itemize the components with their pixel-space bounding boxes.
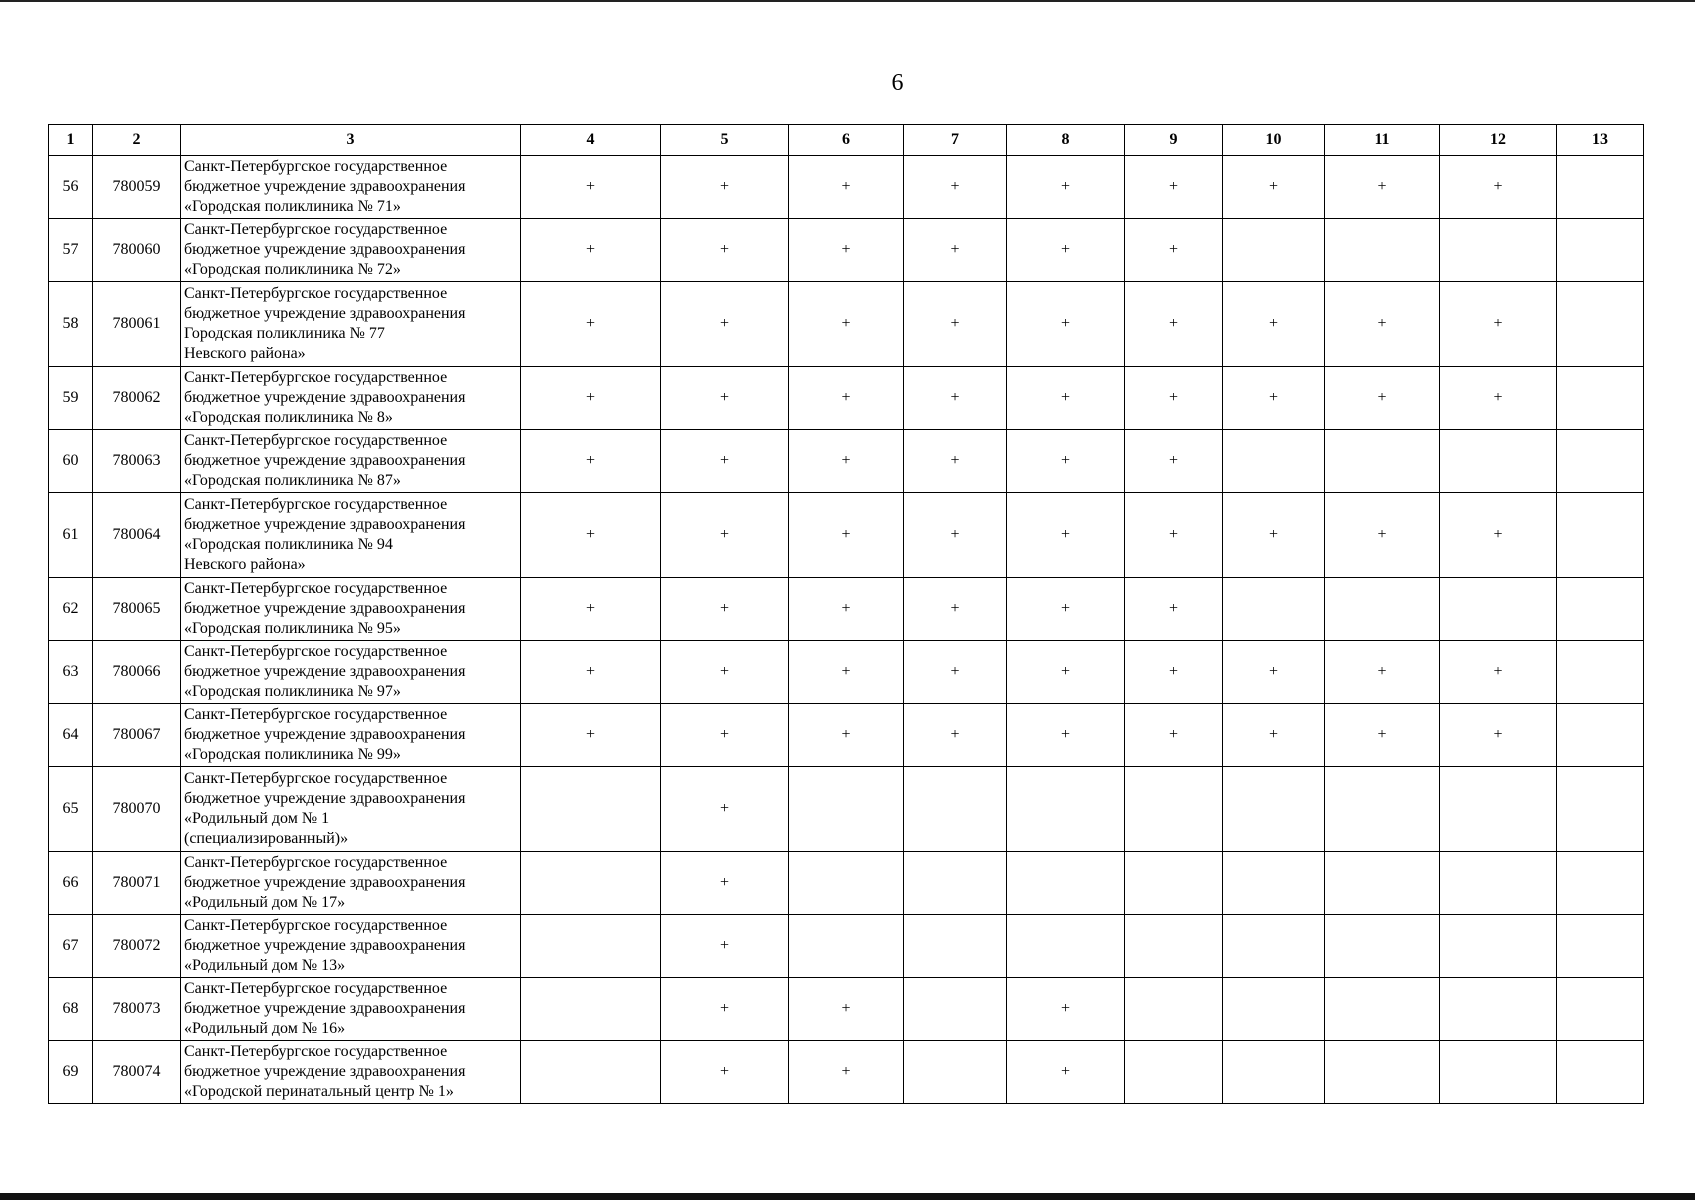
mark-cell: + bbox=[789, 430, 904, 493]
row-number: 65 bbox=[49, 767, 93, 852]
mark-cell: + bbox=[1125, 704, 1223, 767]
column-header: 13 bbox=[1557, 125, 1644, 156]
registry-code: 780072 bbox=[93, 915, 181, 978]
mark-cell: + bbox=[1007, 367, 1125, 430]
mark-cell: + bbox=[1440, 641, 1557, 704]
mark-cell: + bbox=[789, 641, 904, 704]
mark-cell: + bbox=[1325, 641, 1440, 704]
table-row bbox=[49, 978, 1644, 1041]
mark-cell bbox=[1325, 767, 1440, 852]
organization-name-line: бюджетное учреждение здравоохранения bbox=[184, 726, 466, 743]
mark-cell: + bbox=[1007, 578, 1125, 641]
mark-cell: + bbox=[521, 493, 661, 578]
mark-cell: + bbox=[904, 578, 1007, 641]
organization-name-line: Санкт-Петербургское государственное bbox=[184, 917, 448, 934]
organization-name-line: Санкт-Петербургское государственное bbox=[184, 221, 448, 238]
mark-cell: + bbox=[789, 578, 904, 641]
table-row bbox=[49, 156, 1644, 219]
mark-cell bbox=[904, 978, 1007, 1041]
mark-cell bbox=[521, 915, 661, 978]
mark-cell bbox=[789, 767, 904, 852]
mark-cell: + bbox=[789, 219, 904, 282]
organization-name-line: «Городская поликлиника № 72» bbox=[184, 261, 401, 278]
mark-cell: + bbox=[1440, 704, 1557, 767]
mark-cell bbox=[1125, 978, 1223, 1041]
mark-cell: + bbox=[661, 493, 789, 578]
organization-name-line: бюджетное учреждение здравоохранения bbox=[184, 937, 466, 954]
organization-name bbox=[181, 282, 521, 367]
organization-name-line: Санкт-Петербургское государственное bbox=[184, 496, 448, 513]
organization-name-line: Санкт-Петербургское государственное bbox=[184, 643, 448, 660]
organization-name-line: бюджетное учреждение здравоохранения bbox=[184, 305, 466, 322]
row-number: 62 bbox=[49, 578, 93, 641]
mark-cell: + bbox=[661, 915, 789, 978]
organization-name bbox=[181, 493, 521, 578]
organization-name-line: бюджетное учреждение здравоохранения bbox=[184, 389, 466, 406]
mark-cell bbox=[1440, 1041, 1557, 1104]
mark-cell: + bbox=[789, 282, 904, 367]
mark-cell: + bbox=[1223, 367, 1325, 430]
mark-cell: + bbox=[661, 430, 789, 493]
table-row bbox=[49, 641, 1644, 704]
mark-cell: + bbox=[1007, 219, 1125, 282]
mark-cell: + bbox=[1440, 282, 1557, 367]
registry-code: 780060 bbox=[93, 219, 181, 282]
table-row bbox=[49, 282, 1644, 367]
mark-cell: + bbox=[904, 704, 1007, 767]
mark-cell: + bbox=[661, 578, 789, 641]
registry-code: 780063 bbox=[93, 430, 181, 493]
mark-cell: + bbox=[789, 493, 904, 578]
organization-name bbox=[181, 1041, 521, 1104]
organization-name-line: бюджетное учреждение здравоохранения bbox=[184, 516, 466, 533]
column-header: 9 bbox=[1125, 125, 1223, 156]
mark-cell bbox=[1557, 704, 1644, 767]
row-number: 59 bbox=[49, 367, 93, 430]
mark-cell bbox=[1557, 156, 1644, 219]
organization-name-line: бюджетное учреждение здравоохранения bbox=[184, 874, 466, 891]
mark-cell bbox=[1440, 852, 1557, 915]
mark-cell bbox=[1440, 915, 1557, 978]
table-row bbox=[49, 704, 1644, 767]
mark-cell: + bbox=[1325, 282, 1440, 367]
table-row bbox=[49, 767, 1644, 852]
mark-cell bbox=[1440, 430, 1557, 493]
mark-cell: + bbox=[521, 578, 661, 641]
mark-cell: + bbox=[1325, 493, 1440, 578]
registry-code: 780067 bbox=[93, 704, 181, 767]
mark-cell: + bbox=[521, 704, 661, 767]
organization-name bbox=[181, 767, 521, 852]
mark-cell bbox=[1223, 578, 1325, 641]
organization-name-line: Санкт-Петербургское государственное bbox=[184, 770, 448, 787]
mark-cell: + bbox=[1440, 493, 1557, 578]
mark-cell: + bbox=[521, 430, 661, 493]
mark-cell bbox=[521, 1041, 661, 1104]
mark-cell: + bbox=[904, 367, 1007, 430]
row-number: 56 bbox=[49, 156, 93, 219]
organization-name-line: «Родильный дом № 13» bbox=[184, 957, 346, 974]
organization-name-line: Санкт-Петербургское государственное bbox=[184, 1043, 448, 1060]
mark-cell bbox=[1007, 915, 1125, 978]
organization-name bbox=[181, 219, 521, 282]
mark-cell: + bbox=[789, 704, 904, 767]
row-number: 61 bbox=[49, 493, 93, 578]
mark-cell bbox=[1223, 767, 1325, 852]
page-number: 6 bbox=[891, 70, 904, 96]
registry-code: 780066 bbox=[93, 641, 181, 704]
mark-cell bbox=[521, 978, 661, 1041]
organization-name-line: «Городская поликлиника № 99» bbox=[184, 746, 401, 763]
mark-cell: + bbox=[1125, 641, 1223, 704]
mark-cell bbox=[1557, 219, 1644, 282]
registry-code: 780074 bbox=[93, 1041, 181, 1104]
column-header: 7 bbox=[904, 125, 1007, 156]
mark-cell bbox=[1557, 367, 1644, 430]
mark-cell: + bbox=[661, 852, 789, 915]
mark-cell: + bbox=[789, 156, 904, 219]
column-header: 2 bbox=[93, 125, 181, 156]
organization-name-line: бюджетное учреждение здравоохранения bbox=[184, 178, 466, 195]
mark-cell: + bbox=[789, 367, 904, 430]
registry-code: 780061 bbox=[93, 282, 181, 367]
organization-name-line: Санкт-Петербургское государственное bbox=[184, 706, 448, 723]
mark-cell bbox=[1223, 852, 1325, 915]
organization-name-line: Санкт-Петербургское государственное bbox=[184, 580, 448, 597]
mark-cell bbox=[1325, 915, 1440, 978]
mark-cell: + bbox=[521, 641, 661, 704]
mark-cell bbox=[1223, 1041, 1325, 1104]
mark-cell: + bbox=[1007, 1041, 1125, 1104]
organization-name bbox=[181, 915, 521, 978]
mark-cell: + bbox=[661, 156, 789, 219]
mark-cell: + bbox=[1125, 282, 1223, 367]
column-header: 6 bbox=[789, 125, 904, 156]
registry-code: 780065 bbox=[93, 578, 181, 641]
mark-cell: + bbox=[661, 367, 789, 430]
mark-cell: + bbox=[904, 156, 1007, 219]
row-number: 64 bbox=[49, 704, 93, 767]
mark-cell: + bbox=[661, 282, 789, 367]
mark-cell: + bbox=[1125, 493, 1223, 578]
organization-name-line: Санкт-Петербургское государственное bbox=[184, 980, 448, 997]
mark-cell: + bbox=[1007, 493, 1125, 578]
mark-cell bbox=[1223, 219, 1325, 282]
column-header: 10 bbox=[1223, 125, 1325, 156]
mark-cell bbox=[1440, 767, 1557, 852]
table-row bbox=[49, 1041, 1644, 1104]
table-row bbox=[49, 493, 1644, 578]
mark-cell bbox=[1557, 578, 1644, 641]
mark-cell: + bbox=[904, 430, 1007, 493]
mark-cell: + bbox=[1440, 156, 1557, 219]
mark-cell bbox=[1557, 641, 1644, 704]
mark-cell: + bbox=[789, 1041, 904, 1104]
organization-name-line: бюджетное учреждение здравоохранения bbox=[184, 452, 466, 469]
row-number: 63 bbox=[49, 641, 93, 704]
table-row bbox=[49, 915, 1644, 978]
mark-cell: + bbox=[661, 767, 789, 852]
mark-cell bbox=[1223, 430, 1325, 493]
organization-name bbox=[181, 430, 521, 493]
mark-cell: + bbox=[1007, 282, 1125, 367]
table-header-row bbox=[49, 125, 1644, 156]
column-header: 3 bbox=[181, 125, 521, 156]
mark-cell: + bbox=[661, 704, 789, 767]
organization-name-line: «Городская поликлиника № 95» bbox=[184, 620, 401, 637]
organization-name-line: бюджетное учреждение здравоохранения bbox=[184, 241, 466, 258]
organization-name-line: (специализированный)» bbox=[184, 830, 349, 847]
mark-cell bbox=[789, 915, 904, 978]
scan-top-edge bbox=[0, 0, 1695, 2]
mark-cell bbox=[1440, 978, 1557, 1041]
mark-cell bbox=[1557, 430, 1644, 493]
organization-name-line: Городская поликлиника № 77 bbox=[184, 325, 385, 342]
mark-cell: + bbox=[661, 1041, 789, 1104]
registry-code: 780062 bbox=[93, 367, 181, 430]
mark-cell bbox=[1325, 852, 1440, 915]
row-number: 58 bbox=[49, 282, 93, 367]
mark-cell bbox=[1325, 978, 1440, 1041]
mark-cell: + bbox=[1223, 641, 1325, 704]
mark-cell bbox=[904, 852, 1007, 915]
table-row bbox=[49, 430, 1644, 493]
mark-cell bbox=[1007, 767, 1125, 852]
organization-name-line: «Родильный дом № 17» bbox=[184, 894, 346, 911]
mark-cell: + bbox=[1223, 704, 1325, 767]
mark-cell: + bbox=[1125, 367, 1223, 430]
organization-name-line: бюджетное учреждение здравоохранения bbox=[184, 1000, 466, 1017]
column-header: 4 bbox=[521, 125, 661, 156]
column-header: 12 bbox=[1440, 125, 1557, 156]
organization-name-line: «Городской перинатальный центр № 1» bbox=[184, 1083, 454, 1100]
organization-name-line: Санкт-Петербургское государственное bbox=[184, 854, 448, 871]
mark-cell: + bbox=[521, 367, 661, 430]
organization-name-line: «Городская поликлиника № 8» bbox=[184, 409, 393, 426]
column-header: 1 bbox=[49, 125, 93, 156]
registry-code: 780059 bbox=[93, 156, 181, 219]
organization-name-line: «Городская поликлиника № 94 bbox=[184, 536, 393, 553]
row-number: 68 bbox=[49, 978, 93, 1041]
organization-name bbox=[181, 978, 521, 1041]
mark-cell: + bbox=[661, 641, 789, 704]
table-row bbox=[49, 367, 1644, 430]
organization-name-line: бюджетное учреждение здравоохранения bbox=[184, 600, 466, 617]
mark-cell bbox=[1557, 915, 1644, 978]
registry-code: 780064 bbox=[93, 493, 181, 578]
organizations-table bbox=[48, 124, 1644, 1104]
mark-cell bbox=[789, 852, 904, 915]
mark-cell: + bbox=[1440, 367, 1557, 430]
organization-name bbox=[181, 156, 521, 219]
organization-name-line: «Родильный дом № 16» bbox=[184, 1020, 346, 1037]
mark-cell: + bbox=[1223, 156, 1325, 219]
mark-cell: + bbox=[904, 641, 1007, 704]
mark-cell: + bbox=[1007, 641, 1125, 704]
mark-cell: + bbox=[1125, 430, 1223, 493]
organization-name-line: Невского района» bbox=[184, 345, 306, 362]
mark-cell bbox=[1125, 767, 1223, 852]
mark-cell: + bbox=[1125, 219, 1223, 282]
column-header: 5 bbox=[661, 125, 789, 156]
table-row bbox=[49, 852, 1644, 915]
organization-name-line: Санкт-Петербургское государственное bbox=[184, 285, 448, 302]
table-row bbox=[49, 219, 1644, 282]
mark-cell: + bbox=[1223, 282, 1325, 367]
organization-name-line: Санкт-Петербургское государственное bbox=[184, 158, 448, 175]
mark-cell: + bbox=[1125, 578, 1223, 641]
mark-cell: + bbox=[521, 282, 661, 367]
mark-cell: + bbox=[904, 219, 1007, 282]
mark-cell bbox=[904, 1041, 1007, 1104]
row-number: 66 bbox=[49, 852, 93, 915]
mark-cell: + bbox=[1007, 156, 1125, 219]
mark-cell bbox=[1125, 852, 1223, 915]
organization-name-line: «Родильный дом № 1 bbox=[184, 810, 330, 827]
mark-cell: + bbox=[521, 219, 661, 282]
organization-name-line: бюджетное учреждение здравоохранения bbox=[184, 663, 466, 680]
mark-cell: + bbox=[904, 493, 1007, 578]
mark-cell: + bbox=[789, 978, 904, 1041]
mark-cell bbox=[1557, 767, 1644, 852]
mark-cell bbox=[1125, 1041, 1223, 1104]
mark-cell: + bbox=[1007, 978, 1125, 1041]
mark-cell bbox=[1125, 915, 1223, 978]
mark-cell bbox=[1325, 430, 1440, 493]
mark-cell bbox=[904, 915, 1007, 978]
mark-cell bbox=[1325, 219, 1440, 282]
organization-name bbox=[181, 641, 521, 704]
organization-name-line: «Городская поликлиника № 87» bbox=[184, 472, 401, 489]
mark-cell bbox=[1223, 915, 1325, 978]
mark-cell bbox=[904, 767, 1007, 852]
column-header: 11 bbox=[1325, 125, 1440, 156]
organization-name bbox=[181, 367, 521, 430]
mark-cell: + bbox=[1223, 493, 1325, 578]
row-number: 67 bbox=[49, 915, 93, 978]
registry-code: 780073 bbox=[93, 978, 181, 1041]
registry-code: 780070 bbox=[93, 767, 181, 852]
mark-cell bbox=[521, 852, 661, 915]
organization-name-line: бюджетное учреждение здравоохранения bbox=[184, 1063, 466, 1080]
organization-name-line: бюджетное учреждение здравоохранения bbox=[184, 790, 466, 807]
mark-cell: + bbox=[661, 219, 789, 282]
mark-cell bbox=[1325, 578, 1440, 641]
mark-cell: + bbox=[1007, 704, 1125, 767]
mark-cell bbox=[1440, 578, 1557, 641]
organization-name bbox=[181, 704, 521, 767]
organization-name-line: Санкт-Петербургское государственное bbox=[184, 432, 448, 449]
mark-cell: + bbox=[661, 978, 789, 1041]
mark-cell: + bbox=[521, 156, 661, 219]
organization-name-line: Невского района» bbox=[184, 556, 306, 573]
organization-name-line: «Городская поликлиника № 97» bbox=[184, 683, 401, 700]
organization-name bbox=[181, 578, 521, 641]
mark-cell bbox=[1325, 1041, 1440, 1104]
organization-name-line: «Городская поликлиника № 71» bbox=[184, 198, 401, 215]
row-number: 69 bbox=[49, 1041, 93, 1104]
table-body bbox=[49, 125, 1644, 1104]
table-row bbox=[49, 578, 1644, 641]
mark-cell: + bbox=[1125, 156, 1223, 219]
mark-cell bbox=[1557, 493, 1644, 578]
mark-cell bbox=[1557, 852, 1644, 915]
mark-cell: + bbox=[1325, 704, 1440, 767]
mark-cell bbox=[1557, 978, 1644, 1041]
mark-cell: + bbox=[1325, 367, 1440, 430]
mark-cell bbox=[1557, 1041, 1644, 1104]
scan-bottom-edge bbox=[0, 1193, 1695, 1200]
mark-cell: + bbox=[1007, 430, 1125, 493]
organization-name-line: Санкт-Петербургское государственное bbox=[184, 369, 448, 386]
mark-cell: + bbox=[904, 282, 1007, 367]
column-header: 8 bbox=[1007, 125, 1125, 156]
row-number: 60 bbox=[49, 430, 93, 493]
mark-cell: + bbox=[1325, 156, 1440, 219]
mark-cell bbox=[1007, 852, 1125, 915]
registry-code: 780071 bbox=[93, 852, 181, 915]
mark-cell bbox=[521, 767, 661, 852]
organization-name bbox=[181, 852, 521, 915]
mark-cell bbox=[1223, 978, 1325, 1041]
mark-cell bbox=[1440, 219, 1557, 282]
row-number: 57 bbox=[49, 219, 93, 282]
mark-cell bbox=[1557, 282, 1644, 367]
